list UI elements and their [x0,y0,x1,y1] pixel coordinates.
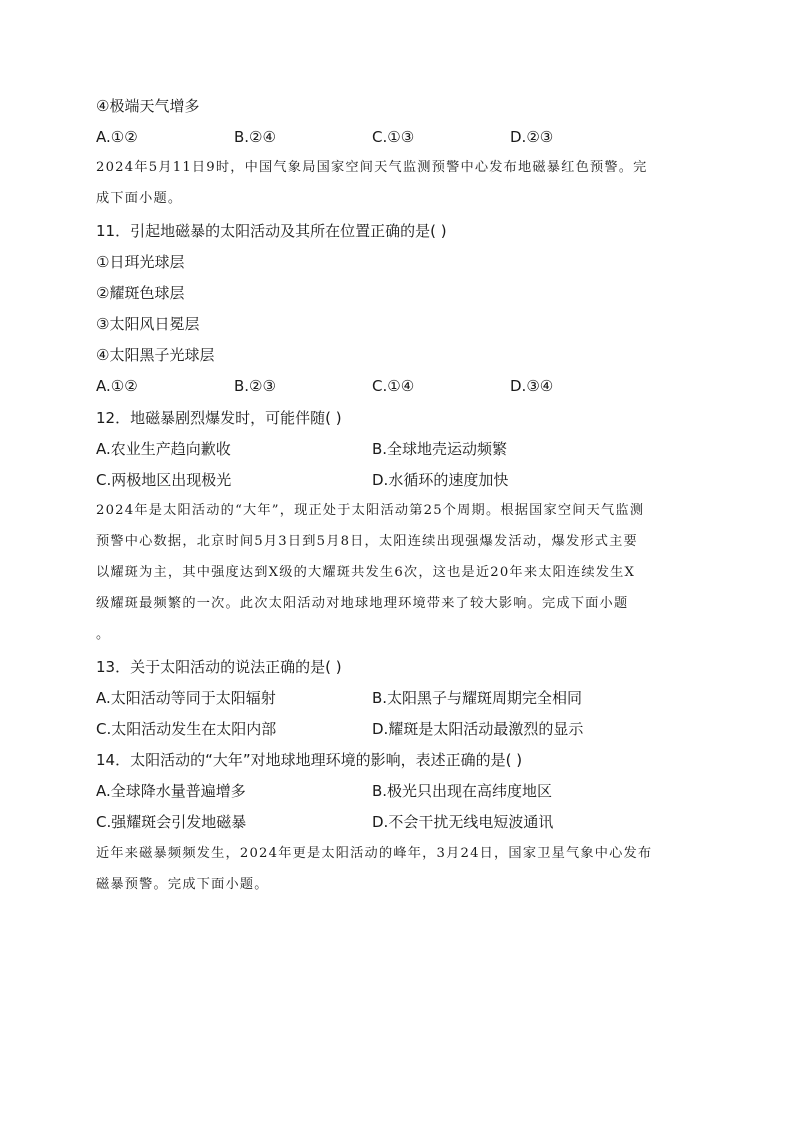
q14-option-a: A.全球降水量普遍增多 [96,782,246,800]
material-2-line-2: 预警中心数据，北京时间5月3日到5月8日，太阳连续出现强爆发活动，爆发形式主要 [96,534,638,549]
q11-option-a: A.①② [96,377,138,395]
material-2-line-1: 2024年是太阳活动的“大年”，现正处于太阳活动第25个周期。根据国家空间天气监测 [96,503,645,518]
q11-item-3: ③太阳风日冕层 [96,315,200,333]
q12-stem: 12．地磁暴剧烈爆发时，可能伴随( ) [96,409,342,427]
q10-option-b: B.②④ [234,128,276,146]
q11-option-d: D.③④ [510,377,554,395]
q11-item-2: ②耀斑色球层 [96,284,185,302]
q14-option-d: D.不会干扰无线电短波通讯 [372,813,554,831]
q11-option-c: C.①④ [372,377,415,395]
q12-option-a: A.农业生产趋向歉收 [96,440,231,458]
q12-option-d: D.水循环的速度加快 [372,471,509,489]
q11-option-b: B.②③ [234,377,276,395]
q11-stem: 11．引起地磁暴的太阳活动及其所在位置正确的是( ) [96,222,447,240]
material-1-line-2: 成下面小题。 [96,191,183,206]
q13-option-d: D.耀斑是太阳活动最激烈的显示 [372,720,584,738]
q14-option-c: C.强耀斑会引发地磁暴 [96,813,247,831]
q10-option-a: A.①② [96,128,138,146]
material-3-line-1: 近年来磁暴频频发生，2024年更是太阳活动的峰年，3月24日，国家卫星气象中心发布 [96,846,653,861]
material-2-line-5: 。 [96,627,111,642]
q13-option-c: C.太阳活动发生在太阳内部 [96,720,277,738]
material-2-line-4: 级耀斑最频繁的一次。此次太阳活动对地球地理环境带来了较大影响。完成下面小题 [96,596,629,611]
q12-option-c: C.两极地区出现极光 [96,471,232,489]
q12-option-b: B.全球地壳运动频繁 [372,440,508,458]
q11-item-1: ①日珥光球层 [96,253,185,271]
q13-option-a: A.太阳活动等同于太阳辐射 [96,689,276,707]
q13-stem: 13．关于太阳活动的说法正确的是( ) [96,658,342,676]
q10-option-c: C.①③ [372,128,415,146]
material-3-line-2: 磁暴预警。完成下面小题。 [96,877,269,892]
q14-option-b: B.极光只出现在高纬度地区 [372,782,553,800]
q10-item-4: ④极端天气增多 [96,97,200,115]
q13-option-b: B.太阳黑子与耀斑周期完全相同 [372,689,583,707]
q14-stem: 14．太阳活动的“大年”对地球地理环境的影响，表述正确的是( ) [96,751,523,769]
material-1-line-1: 2024年5月11日9时，中国气象局国家空间天气监测预警中心发布地磁暴红色预警。完 [96,160,648,175]
q11-item-4: ④太阳黑子光球层 [96,346,215,364]
q10-option-d: D.②③ [510,128,554,146]
material-2-line-3: 以耀斑为主，其中强度达到X级的大耀斑共发生6次，这也是近20年来太阳连续发生X [96,565,636,580]
